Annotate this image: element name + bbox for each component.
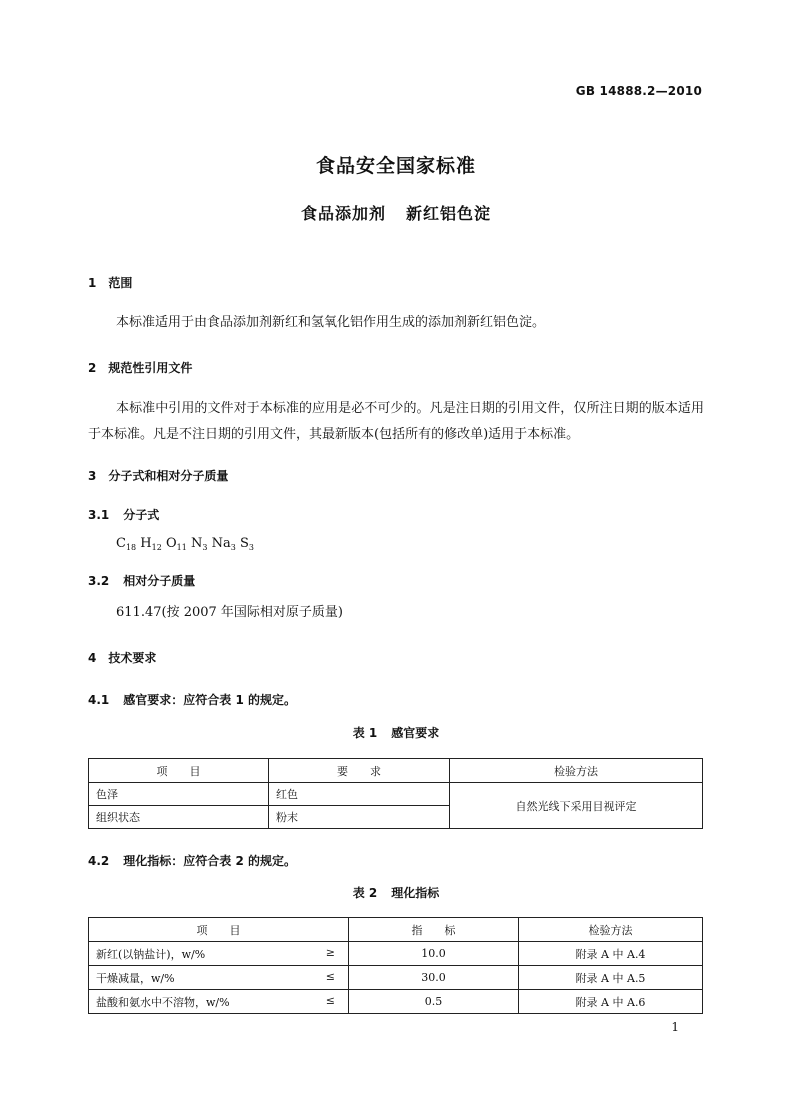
table-cell: 红色 [269,783,450,806]
table-cell: 色泽 [89,783,269,806]
section-title: 分子式 [123,508,160,522]
table-cell: 组织状态 [89,806,269,829]
comparison-symbol: ≥ [325,945,335,959]
section-1-heading [88,274,132,291]
table-row [89,783,703,806]
section-title: 范围 [108,276,133,290]
sensory-requirements-table [88,758,703,829]
column-header: 要 求 [269,759,450,783]
section-4-heading [88,649,156,666]
subtitle-part1: 食品添加剂 [300,204,386,223]
table-cell: 附录 A 中 A.6 [519,990,703,1014]
standard-code: GB 14888.2—2010 [575,84,702,98]
section-number: 4.2 [88,854,110,868]
physicochemical-indicators-table [88,917,703,1014]
table-1-caption: 表 1 感官要求 [352,726,440,740]
section-title: 感官要求：应符合表 1 的规定。 [123,693,296,707]
section-title: 理化指标：应符合表 2 的规定。 [123,854,296,868]
column-header: 指 标 [349,918,519,942]
section-2-text: 本标准中引用的文件对于本标准的应用是必不可少的。凡是注日期的引用文件，仅所注日期的版本适用于本标准。凡是不注日期的引用文件，其最新版本(包括所有的修改单)适用于本标准。 [88,401,704,442]
section-3-heading [88,467,228,484]
comparison-symbol: ≤ [325,969,335,983]
section-number: 2 [88,361,97,375]
section-number: 3.1 [88,508,110,522]
section-title: 规范性引用文件 [108,361,193,375]
section-number: 4 [88,651,97,665]
document-subtitle [0,201,792,224]
table-cell: 粉末 [269,806,450,829]
page-number: 1 [671,1020,679,1034]
table-cell: 附录 A 中 A.5 [519,966,703,990]
section-number: 3 [88,469,97,483]
table-row [89,966,703,990]
table-cell: 干燥减量，w/% ≤ [89,966,349,990]
section-3-2-heading [88,572,195,589]
section-number: 1 [88,276,97,290]
section-3-1-heading [88,506,159,523]
table-cell: 30.0 [349,966,519,990]
section-4-1-heading [88,691,296,708]
molecular-formula: $C_{18}$ $H_{12}$ $O_{11}$ $N_3$ $Na_3$ $S_3$ [116,536,254,552]
document-title: 食品安全国家标准 [315,155,476,177]
column-header: 检验方法 [450,759,703,783]
column-header: 项 目 [89,918,349,942]
section-title: 技术要求 [108,651,157,665]
section-1-text: 本标准适用于由食品添加剂新红和氢氧化铝作用生成的添加剂新红铝色淀。 [116,315,546,330]
table-header-row [89,918,703,942]
table-cell: 新红(以钠盐计)，w/% ≥ [89,942,349,966]
section-title: 分子式和相对分子质量 [108,469,229,483]
column-header: 检验方法 [519,918,703,942]
section-4-2-heading [88,852,296,869]
table-row [89,990,703,1014]
comparison-symbol: ≤ [325,993,335,1007]
table-cell: 10.0 [349,942,519,966]
table-2-caption: 表 2 理化指标 [352,886,440,900]
table-cell: 附录 A 中 A.4 [519,942,703,966]
section-title: 相对分子质量 [123,574,196,588]
subtitle-part2: 新红铝色淀 [406,204,492,223]
table-cell: 0.5 [349,990,519,1014]
column-header: 项 目 [89,759,269,783]
table-header-row [89,759,703,783]
table-row [89,942,703,966]
section-2-heading [88,359,192,376]
section-number: 4.1 [88,693,110,707]
molecular-mass: 611.47(按 2007 年国际相对原子质量) [116,605,343,620]
table-cell: 自然光线下采用目视评定 [450,783,703,829]
section-number: 3.2 [88,574,110,588]
table-cell: 盐酸和氨水中不溶物，w/% ≤ [89,990,349,1014]
